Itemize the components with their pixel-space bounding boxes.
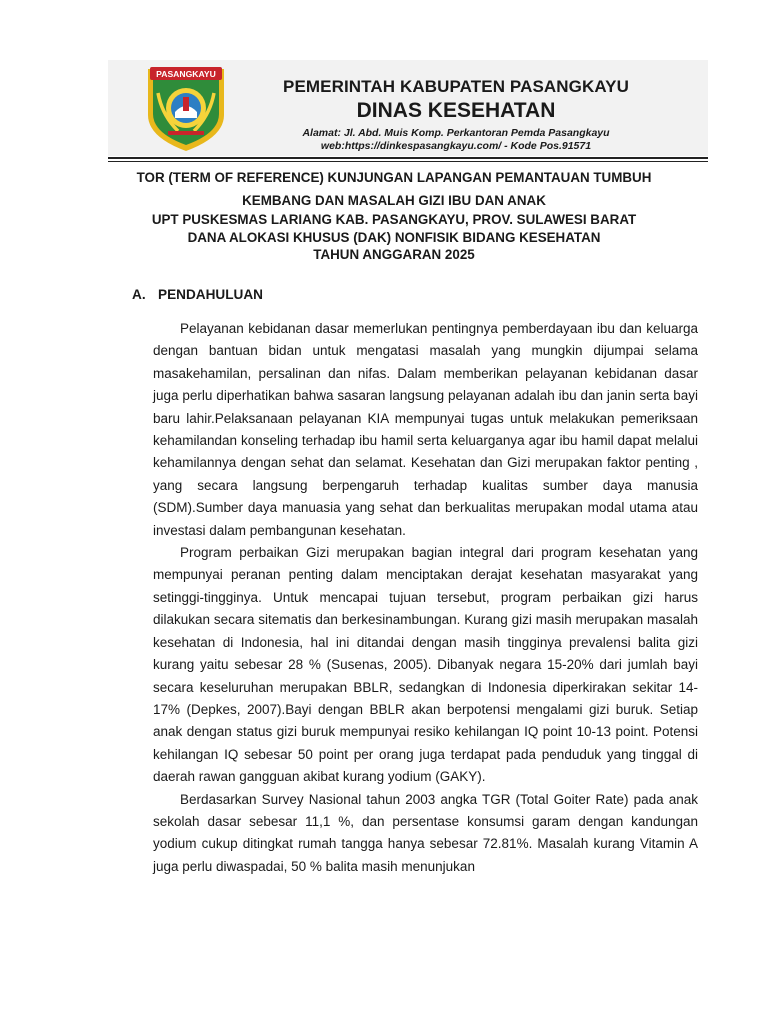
paragraph-2: Program perbaikan Gizi merupakan bagian integral dari program kesehatan yang mempunyai peranan penting dalam menciptakan derajat kesehatan masyarakat yang setinggi-tingginya. Untuk mencapai tujuan tersebut, program perbaikan gizi harus dilakukan secara sitematis dan berkesinambungan. Kurang gizi masih merupakan masalah kesehatan di Indonesia, hal ini ditandai dengan masih tingginya prevalensi balita gizi kurang yaitu sebesar 28 % (Susenas, 2005). Dibanyak negara 15-20% dari jumlah bayi secara keseluruhan merupakan BBLR, sedangkan di Indonesia diperkirakan sekitar 14-17% (Depkes, 2007).Bayi dengan BBLR akan berpotensi mengalami gizi buruk. Setiap anak dengan status gizi buruk mempunyai resiko kehilangan IQ point 10-13 point. Potensi kehilangan IQ sebesar 50 point per orang juga terdapat pada penduduk yang tinggal di daerah rawan gangguan akibat kurang yodium (GAKY).: [153, 545, 698, 785]
title-line-1: TOR (TERM OF REFERENCE) KUNJUNGAN LAPANGAN PEMANTAUAN TUMBUH: [136, 170, 652, 185]
title-line-3: UPT PUSKESMAS LARIANG KAB. PASANGKAYU, PROV. SULAWESI BARAT: [151, 212, 637, 227]
pasangkayu-emblem-icon: [144, 63, 228, 153]
title-line-2: KEMBANG DAN MASALAH GIZI IBU DAN ANAK: [242, 193, 546, 208]
section-title: PENDAHULUAN: [158, 287, 263, 302]
logo-text: PASANGKAYU: [156, 69, 216, 79]
address-line: Alamat: Jl. Abd. Muis Komp. Perkantoran Pemda Pasangkayu: [302, 127, 610, 139]
paragraph-1: Pelayanan kebidanan dasar memerlukan pentingnya pemberdayaan ibu dan keluarga dengan bantuan bidan untuk mengatasi masalah yang mungkin dijumpai selama masakehamilan, persalinan dan nifas. Dalam memberikan pelayanan kebidanan dasar juga perlu diperhatikan bahwa sasaran langsung pelayanan adalah ibu dan janin serta bayi baru lahir.Pelaksanaan pelayanan KIA mempunyai tugas untuk melakukan pemeriksaan kehamilandan konseling terhadap ibu hamil serta keluarganya agar ibu hamil dapat melalui kehamilannya dengan sehat dan selamat. Kesehatan dan Gizi merupakan faktor penting , yang secara langsung berpengaruh terhadap kualitas sumber daya manusia (SDM).Sumber daya manuasia yang sehat dan berkualitas merupakan modal utama atau investasi dalam pembangunan kesehatan.: [153, 321, 698, 538]
letterhead-divider-thin: [108, 161, 708, 162]
website-line: web:https://dinkespasangkayu.com/ - Kode Pos.91571: [320, 140, 592, 152]
letterhead-divider: [108, 157, 708, 159]
body-text: [153, 318, 698, 878]
department-name: DINAS KESEHATAN: [356, 99, 556, 122]
paragraph-3: Berdasarkan Survey Nasional tahun 2003 angka TGR (Total Goiter Rate) pada anak sekolah dasar sebesar 11,1 %, dan persentase konsumsi garam dengan kandungan yodium cukup ditingkat rumah tangga hanya sebesar 72.81%. Masalah kurang Vitamin A juga perlu diwaspadai, 50 % balita masih menunjukan: [153, 791, 698, 874]
title-line-4: DANA ALOKASI KHUSUS (DAK) NONFISIK BIDANG KESEHATAN: [187, 230, 601, 245]
letterhead-text: [236, 76, 676, 153]
section-number: A.: [132, 287, 146, 302]
title-line-5: TAHUN ANGGARAN 2025: [313, 247, 475, 262]
section-heading: [132, 287, 263, 302]
government-name: PEMERINTAH KABUPATEN PASANGKAYU: [283, 77, 629, 96]
